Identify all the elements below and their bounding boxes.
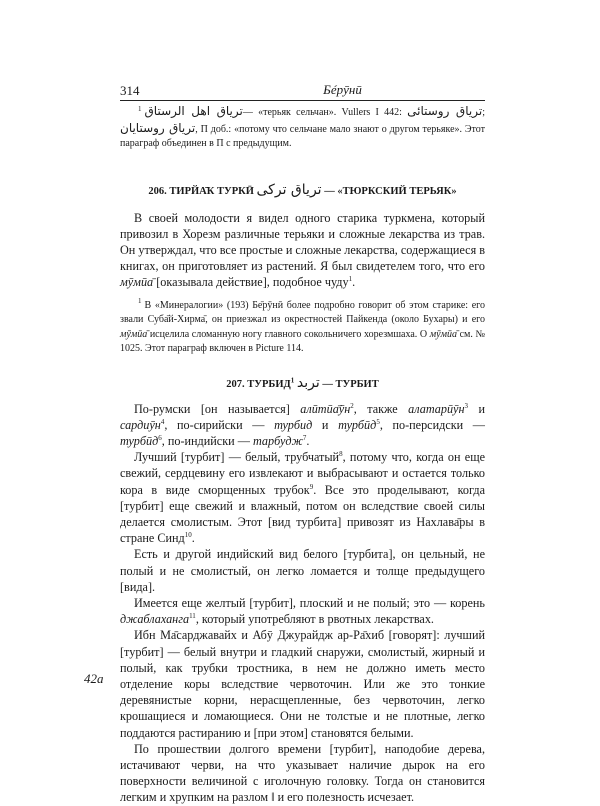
header-rule bbox=[120, 100, 485, 101]
section-207-paragraph-3: Есть и другой индийский вид белого [турбита], он цельный, не полый и не смолистый, он легко ломается и толще предыдущего [вида]. bbox=[120, 547, 485, 594]
arabic-title: ترياق تركى bbox=[256, 181, 322, 198]
section-title: — «ТЮРКСКИЙ ТЕРЬЯК» bbox=[321, 185, 457, 197]
footnote-marker: 1 bbox=[138, 297, 142, 306]
section-206-paragraph: В своей молодости я видел одного старика туркмена, который привозил в Хорезм различные терьяки и сложные лекарства из трав. Он утверждал, что все простые и сложные лекарства, содержащиеся в книгах, он приготовляет из растений. Я был свидетелем того, что его мӯмӣа̄ [оказывала действие], подобное чуду$^1$. bbox=[120, 210, 485, 290]
footnote-ref: 1 bbox=[348, 275, 353, 284]
section-title: — ТУРБИТ bbox=[319, 378, 379, 390]
section-title: 207. ТУРБИД bbox=[226, 378, 291, 390]
arabic-term: ترياق اهل الرستاق bbox=[144, 104, 243, 118]
footnote-text: ; bbox=[482, 107, 485, 118]
top-footnote bbox=[120, 104, 485, 152]
section-206-footnote: $^1$ В «Минералогии» (193) Бе̄рӯнӣ более подробно говорит об этом старике: его звали Суба̄й-Хирма̄, он приезжал из окрестностей Пайкенда (около Бухары) и его мӯмӣа̄ исцелила сломанную ногу главного сокольничего хорезмшаха. О мӯмӣа̄ см. № 1025. Этот параграф включен в Picture 114. bbox=[120, 297, 486, 355]
section-206-heading bbox=[120, 182, 485, 198]
section-207-paragraph-5: Ибн Ма̄сарджавайх и Абӯ Джурайдж ар-Ра̄хиб [говорят]: лучший [турбит] — белый внутри и гладкий снаружи, смолистый, жирный и полый, как трубки тростника, в нем не должно иметь место отделение коры вследствие червоточин. Или же это тонкие деревянистые корни, нерасщепленные, без червоточин, легко крошащиеся и ломающиеся. Они не толстые и не плотные, легко поддаются растиранию и [при этом] становятся белыми. bbox=[120, 628, 485, 740]
section-207-heading bbox=[120, 375, 485, 391]
footnote-marker: 1 bbox=[138, 104, 142, 113]
arabic-term: ترياق روستائى bbox=[407, 104, 483, 118]
section-207-paragraph-2: Лучший [турбит] — белый, трубчатый$^8$, потому что, когда он еще свежий, сердцевину его извлекают и выбрасывают и остается только кора в виде сморщенных трубок$^9$. Все это проделывают, когда [турбит] еще свежий и влажный, потом он вследствие своей силы делается смолистым. Этот [вид турбита] привозят из Нахлава̄ры в стране Синд$^{10}$. bbox=[120, 450, 486, 546]
footnote-ref: 1 bbox=[290, 376, 295, 385]
section-title: 206. ТИРЙА̄К ТУРКӢ bbox=[148, 185, 257, 197]
running-head: Бéрӯнӣ bbox=[323, 82, 362, 97]
arabic-term: ترياق روستايان bbox=[120, 120, 196, 135]
term: мӯмӣа̄ bbox=[120, 328, 148, 340]
margin-folio-note: 42а bbox=[84, 671, 104, 686]
term: мӯмӣа̄ bbox=[120, 275, 154, 290]
section-207-paragraph-6: По прошествии долгого времени [турбит], наподобие дерева, истачивают черви, на что указывает наличие дырок на его поверхности величиной с иголочную головку. Тогда он становится легким и хрупким на разлом ‖ и его полезность исчезает. bbox=[120, 741, 485, 805]
section-207-paragraph-4: Имеется еще желтый [турбит], плоский и не полый; это — корень джаблаханга$^{11}$, который употребляют в рвотных лекарствах. bbox=[120, 595, 485, 627]
page-number: 314 bbox=[120, 83, 140, 98]
footnote-text: , П доб.: «потому что сельчане мало знают о другом терьяке». Этот параграф объединен в П с предыдущим. bbox=[120, 123, 485, 149]
section-207-paragraph-1: По-румски [он называется] $алӣтӣа̄ӯн^2$, также алатарӣӯн$^3$ и сардиӯн$^4$, по-сирийски — турбид и турбӣд$^5$, по-персидски — турбӣд$^6$, по-индийски — тарбудж$^7$. bbox=[120, 401, 485, 448]
term: мӯмӣа̄ bbox=[429, 328, 457, 340]
page-content bbox=[120, 104, 485, 806]
footnote-text: — «терьяк сельчан». Vullers I 442: bbox=[242, 107, 408, 118]
arabic-title: تربد bbox=[296, 374, 320, 391]
